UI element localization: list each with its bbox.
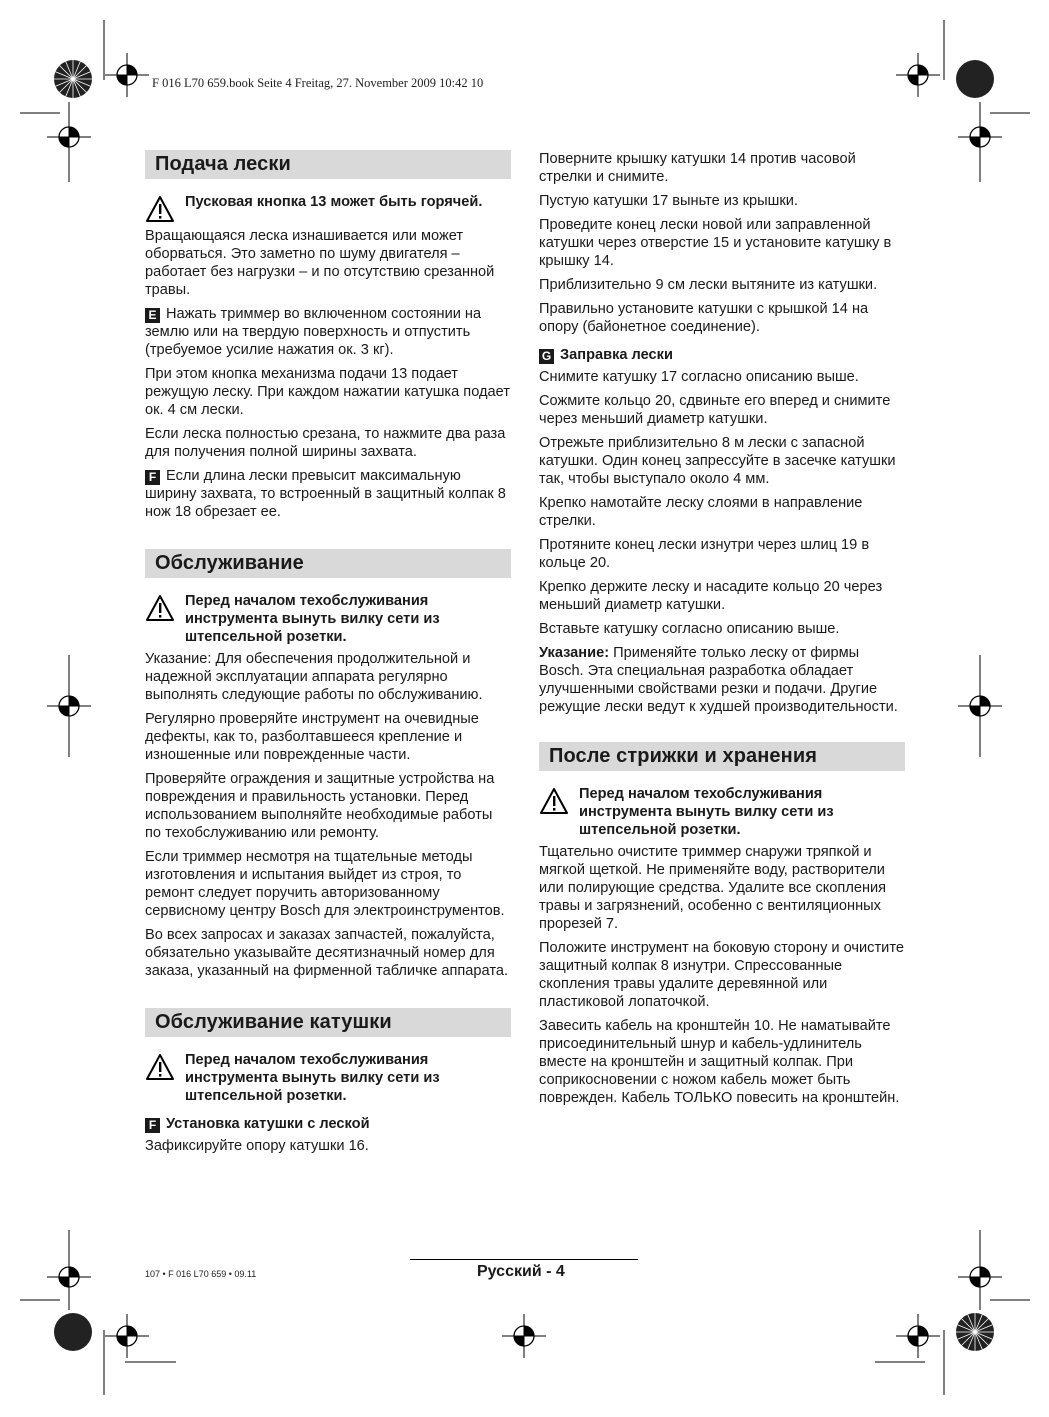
paragraph-fig-f — [145, 467, 511, 521]
paragraph: Приблизительно 9 см лески вытяните из катушки. — [539, 277, 878, 293]
warning-unplug — [145, 592, 511, 646]
section-title-after-mowing: После стрижки и хранения — [539, 742, 905, 771]
paragraph: Проведите конец лески новой или заправленной катушки через отверстие 15 и установите катушку в крышку 14. — [539, 217, 892, 269]
note-text: Применяйте только леску от фирмы Bosch. Эта специальная разработка обладает улучшенными свойствами резки и подачи. Другие режущие лески ведут к худшей производительности. — [539, 645, 898, 715]
paragraph-text: Нажать триммер во включенном состоянии на землю или на твердую поверхность и отпустить (требуемое усилие нажатия ок. 3 кг). — [145, 306, 482, 358]
footer-rule — [410, 1259, 638, 1260]
section-title-maintenance: Обслуживание — [145, 549, 511, 578]
section-title-line-feed: Подача лески — [145, 150, 511, 179]
paragraph: Регулярно проверяйте инструмент на очевидные дефекты, как то, разболтавшееся крепление и изношенные или поврежденные части. — [145, 711, 479, 763]
section-title-spool-maintenance: Обслуживание катушки — [145, 1008, 511, 1037]
paragraph: Отрежьте приблизительно 8 м лески с запасной катушки. Один конец запрессуйте в засечке катушки так, чтобы выступало около 4 мм. — [539, 435, 896, 487]
figure-label-f: F — [145, 470, 160, 485]
figure-label-g: G — [539, 349, 554, 364]
paragraph: Поверните крышку катушки 14 против часовой стрелки и снимите. — [539, 151, 856, 185]
warning-unplug — [539, 785, 905, 839]
subheading-spool-install — [145, 1115, 511, 1133]
paragraph: Положите инструмент на боковую сторону и очистите защитный колпак 8 изнутри. Спрессованные скопления травы удалите деревянной или пластиковой лопаточкой. — [539, 940, 904, 1010]
note-paragraph — [539, 644, 905, 716]
figure-label-f: F — [145, 1118, 160, 1133]
paragraph: При этом кнопка механизма подачи 13 подает режущую леску. При каждом нажатии катушка подает ок. 4 см лески. — [145, 366, 510, 418]
paragraph: Крепко держите леску и насадите кольцо 20 через меньший диаметр катушки. — [539, 579, 883, 613]
warning-triangle-icon — [145, 594, 175, 622]
paragraph: Если леска полностью срезана, то нажмите два раза для получения полной ширины захвата. — [145, 426, 506, 460]
paragraph: Снимите катушку 17 согласно описанию выше. — [539, 369, 859, 385]
warning-text: Пусковая кнопка 13 может быть горячей. — [185, 194, 483, 210]
warning-triangle-icon — [145, 195, 175, 223]
subheading-line-refill — [539, 346, 905, 364]
paragraph: Протяните конец лески изнутри через шлиц 19 в кольце 20. — [539, 537, 870, 571]
subheading-text: Установка катушки с леской — [166, 1116, 370, 1132]
paragraph: Пустую катушки 17 выньте из крышки. — [539, 193, 798, 209]
paragraph: Вставьте катушку согласно описанию выше. — [539, 621, 840, 637]
paragraph: Завесить кабель на кронштейн 10. Не наматывайте присоединительный шнур и кабель-удлинитель вместе на кронштейн и защитный колпак. При соприкосновении с ножом кабель может быть поврежден. Кабель ТОЛЬКО повесить на кронштейн. — [539, 1018, 900, 1106]
paragraph: Сожмите кольцо 20, сдвиньте его вперед и снимите через меньший диаметр катушки. — [539, 393, 891, 427]
paragraph: Тщательно очистите триммер снаружи тряпкой и мягкой щеткой. Не применяйте воду, растворители или полирующие средства. Удалите все скопления травы и загрязнений, особенно с вентиляционных прорезей 7. — [539, 844, 887, 932]
left-column — [145, 150, 511, 1161]
warning-unplug — [145, 1051, 511, 1105]
subheading-text: Заправка лески — [560, 347, 673, 363]
figure-label-e: E — [145, 308, 160, 323]
paragraph: Указание: Для обеспечения продолжительной и надежной эксплуатации аппарата регулярно выполнять следующие работы по обслуживанию. — [145, 651, 483, 703]
note-label: Указание: — [539, 645, 610, 661]
paragraph: Зафиксируйте опору катушки 16. — [145, 1138, 369, 1154]
paragraph: Проверяйте ограждения и защитные устройства на повреждения и правильность установки. Перед использованием выполняйте необходимые работы по техобслуживанию или ремонту. — [145, 771, 495, 841]
footer-doc-code: 107 • F 016 L70 659 • 09.11 — [145, 1269, 257, 1279]
paragraph: Крепко намотайте леску слоями в направление стрелки. — [539, 495, 863, 529]
warning-triangle-icon — [145, 1053, 175, 1081]
warning-triangle-icon — [539, 787, 569, 815]
print-header-info: F 016 L70 659.book Seite 4 Freitag, 27. November 2009 10:42 10 — [152, 76, 484, 90]
paragraph: Вращающаяся леска изнашивается или может оборваться. Это заметно по шуму двигателя – работает без нагрузки – и по отсутствию срезанной травы. — [145, 228, 495, 298]
warning-text: Перед началом техобслуживания инструмента вынуть вилку сети из штепсельной розетки. — [185, 593, 440, 645]
warning-text: Перед началом техобслуживания инструмента вынуть вилку сети из штепсельной розетки. — [579, 786, 834, 838]
warning-text: Перед началом техобслуживания инструмента вынуть вилку сети из штепсельной розетки. — [185, 1052, 440, 1104]
paragraph: Правильно установите катушки с крышкой 14 на опору (байонетное соединение). — [539, 301, 869, 335]
paragraph: Во всех запросах и заказах запчастей, пожалуйста, обязательно указывайте десятизначный номер для заказа, указанный на фирменной табличке аппарата. — [145, 927, 509, 979]
right-column — [539, 150, 905, 1113]
footer-page-number: Русский - 4 — [477, 1263, 565, 1280]
paragraph-fig-e — [145, 305, 511, 359]
paragraph-text: Если длина лески превысит максимальную ширину захвата, то встроенный в защитный колпак 8 нож 18 обрезает ее. — [145, 468, 506, 520]
warning-hot-button — [145, 193, 511, 223]
paragraph: Если триммер несмотря на тщательные методы изготовления и испытания выйдет из строя, то ремонт следует поручить авторизованному сервисному центру Bosch для электроинструментов. — [145, 849, 505, 919]
